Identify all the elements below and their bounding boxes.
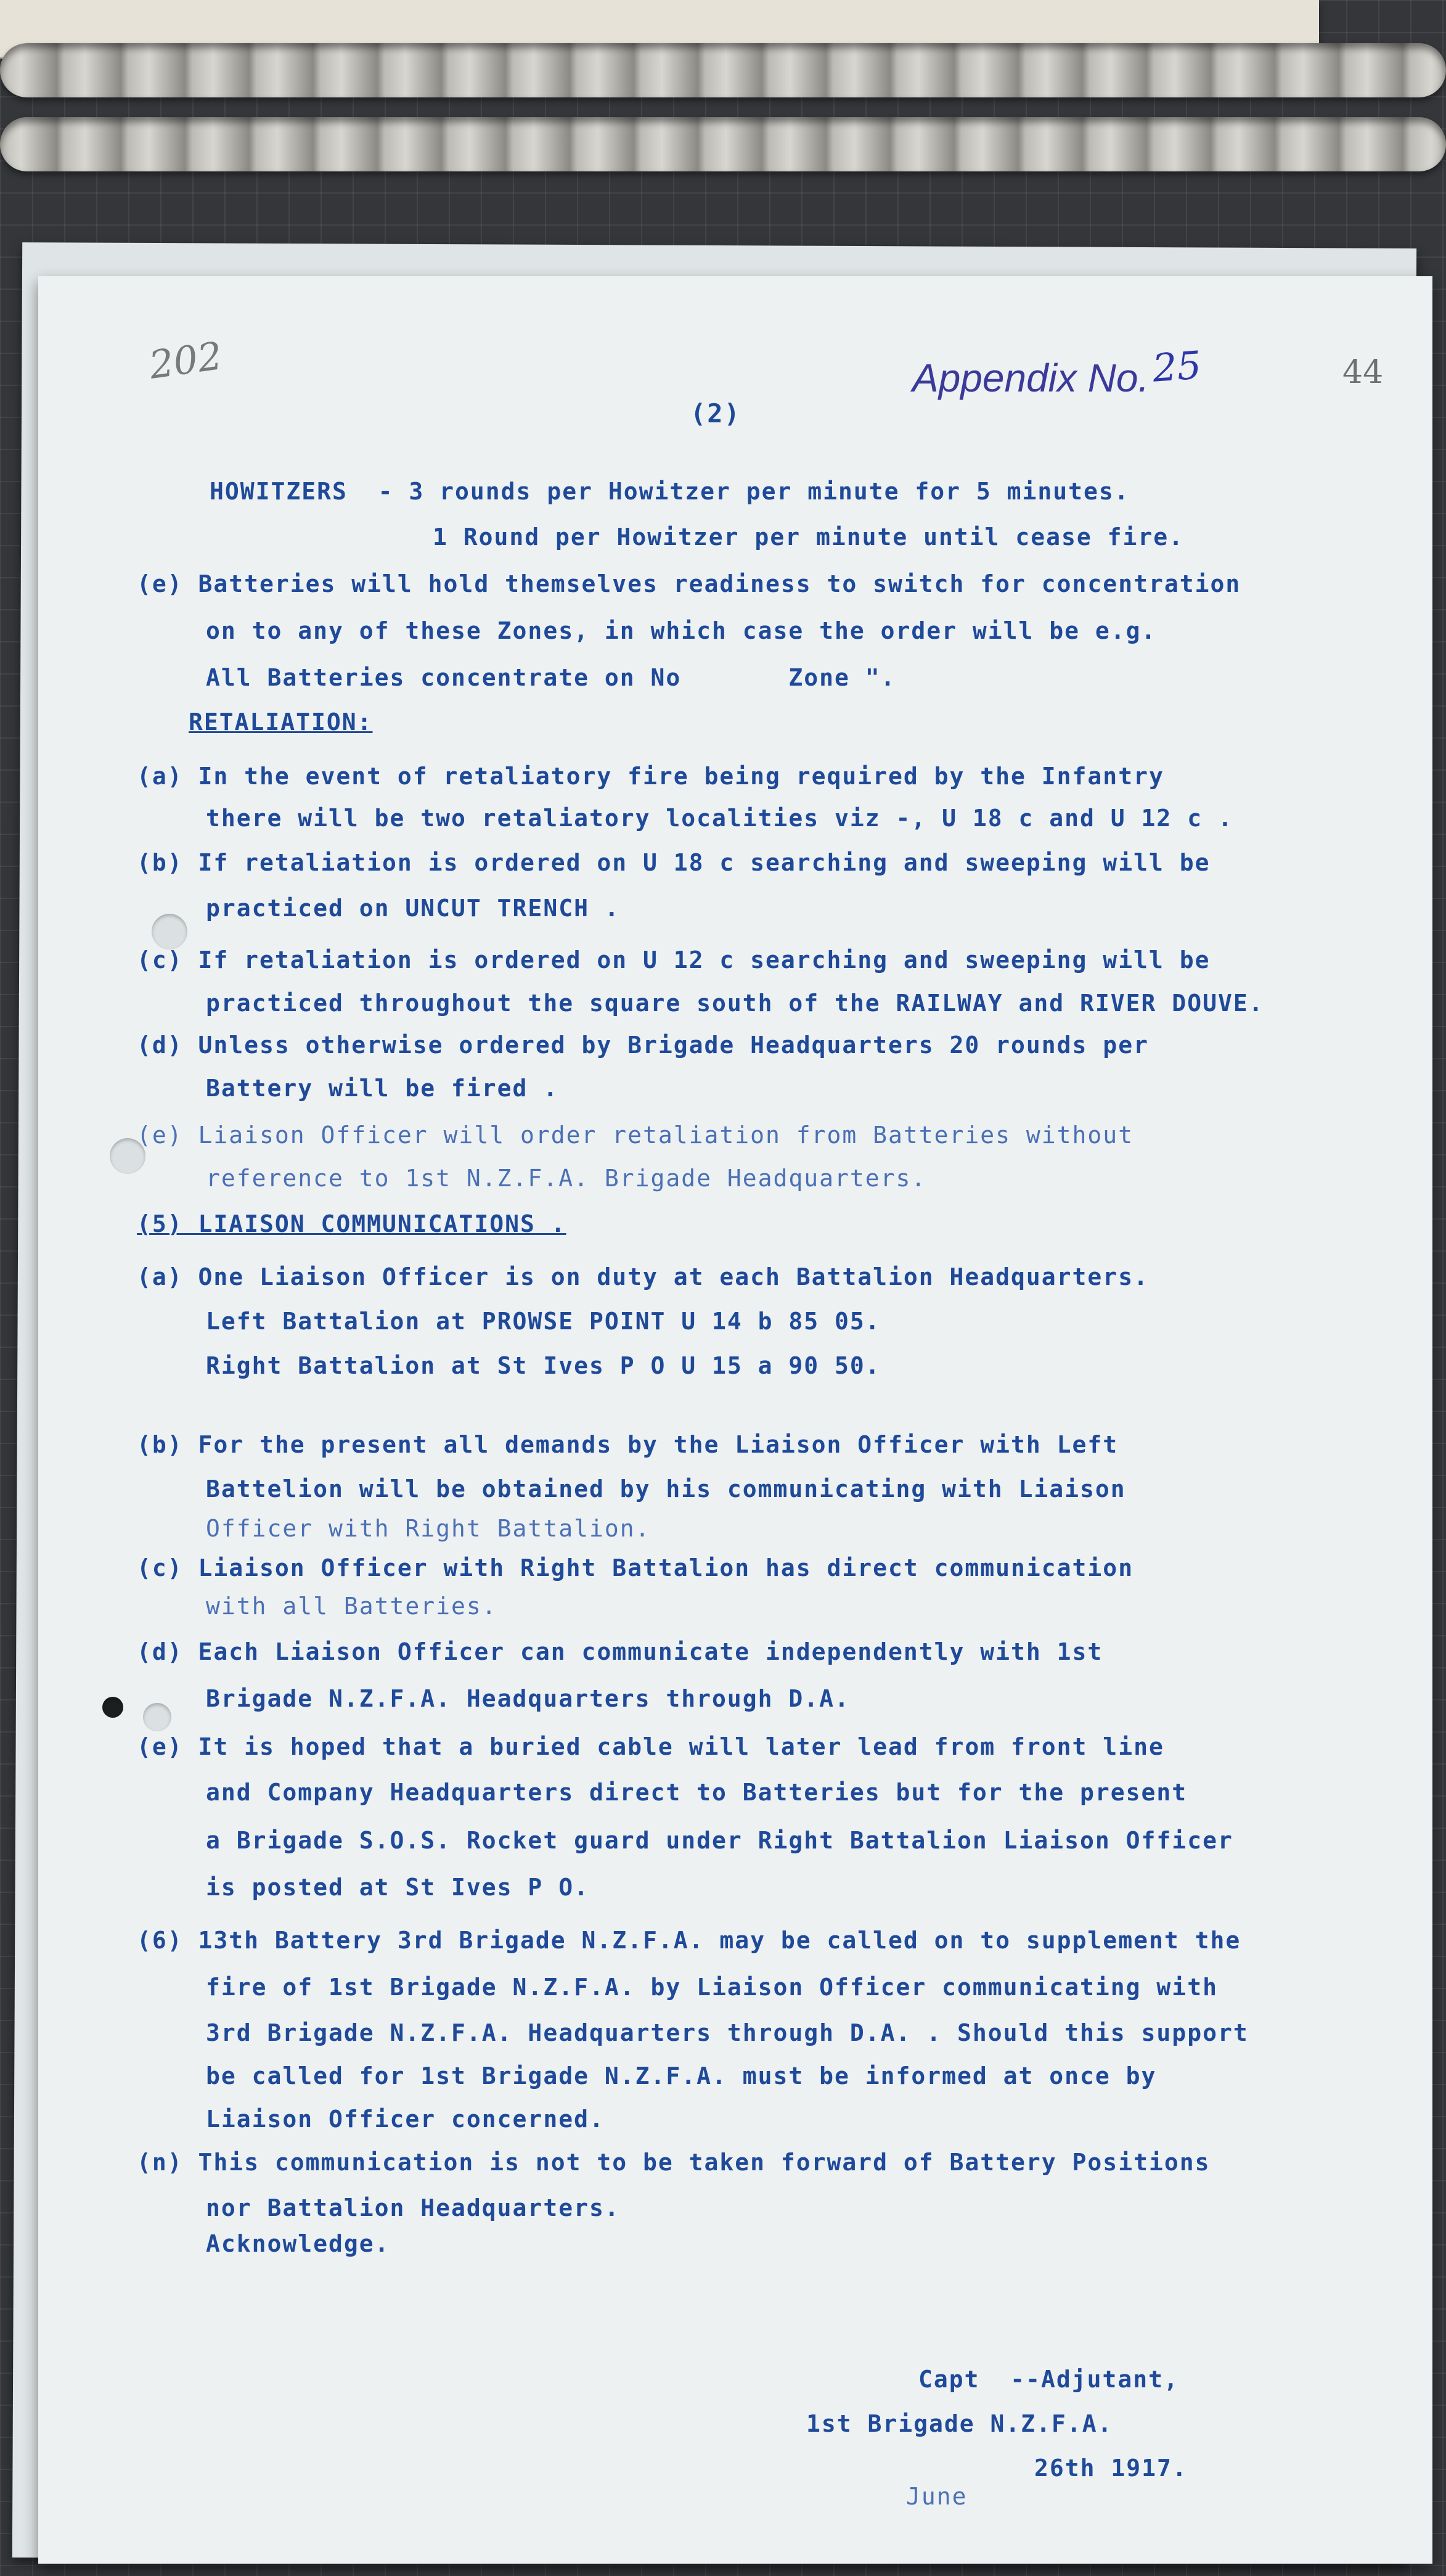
text-line: 3rd Brigade N.Z.F.A. Headquarters through D.A. . Should this support bbox=[206, 2019, 1249, 2046]
punch-hole bbox=[102, 1697, 123, 1718]
text-line: Officer with Right Battalion. bbox=[206, 1515, 651, 1542]
page-number-pencil: 44 bbox=[1342, 354, 1384, 391]
text-line: Left Battalion at PROWSE POINT U 14 b 85 05. bbox=[206, 1308, 881, 1335]
text-line: and Company Headquarters direct to Batteries but for the present bbox=[206, 1779, 1188, 1806]
text-line: Brigade N.Z.F.A. Headquarters through D.A. bbox=[206, 1685, 850, 1712]
text-line: (d) Unless otherwise ordered by Brigade Headquarters 20 rounds per bbox=[137, 1032, 1149, 1059]
text-line: with all Batteries. bbox=[206, 1593, 497, 1620]
text-line: fire of 1st Brigade N.Z.F.A. by Liaison Officer communicating with bbox=[206, 1974, 1218, 2001]
text-line: on to any of these Zones, in which case the order will be e.g. bbox=[206, 617, 1157, 644]
text-line: Battelion will be obtained by his communicating with Liaison bbox=[206, 1475, 1126, 1503]
appendix-number: 25 bbox=[1151, 342, 1203, 391]
text-line: a Brigade S.O.S. Rocket guard under Right Battalion Liaison Officer bbox=[206, 1827, 1233, 1854]
page-indicator: (2) bbox=[690, 398, 741, 429]
text-line: 1 Round per Howitzer per minute until cease fire. bbox=[433, 523, 1185, 551]
text-line: practiced throughout the square south of the RAILWAY and RIVER DOUVE. bbox=[206, 990, 1264, 1017]
text-line: be called for 1st Brigade N.Z.F.A. must be informed at once by bbox=[206, 2062, 1157, 2090]
text-line: reference to 1st N.Z.F.A. Brigade Headquarters. bbox=[206, 1165, 927, 1192]
text-line: (b) For the present all demands by the Liaison Officer with Left bbox=[137, 1431, 1119, 1458]
text-line: (a) One Liaison Officer is on duty at each Battalion Headquarters. bbox=[137, 1263, 1149, 1290]
text-line: nor Battalion Headquarters. bbox=[206, 2194, 620, 2221]
signature-date-month: June bbox=[906, 2483, 968, 2510]
section-heading: (5) LIAISON COMMUNICATIONS . bbox=[137, 1210, 566, 1237]
appendix-label: Appendix No. bbox=[912, 356, 1150, 400]
text-line: (c) If retaliation is ordered on U 12 c searching and sweeping will be bbox=[137, 946, 1211, 974]
document-page bbox=[38, 276, 1432, 2564]
text-line: (e) Batteries will hold themselves readiness to switch for concentration bbox=[137, 570, 1241, 597]
text-line: All Batteries concentrate on No Zone ". bbox=[206, 664, 896, 691]
punch-hole bbox=[152, 914, 187, 950]
section-heading: RETALIATION: bbox=[189, 708, 373, 736]
braided-cord bbox=[0, 117, 1446, 171]
signature-rank: Capt --Adjutant, bbox=[918, 2366, 1179, 2393]
text-line: (d) Each Liaison Officer can communicate independently with 1st bbox=[137, 1638, 1103, 1665]
text-line: (e) It is hoped that a buried cable will later lead from front line bbox=[137, 1733, 1164, 1760]
text-line: Liaison Officer concerned. bbox=[206, 2106, 605, 2133]
text-line: Right Battalion at St Ives P O U 15 a 90 50. bbox=[206, 1352, 881, 1379]
text-line: is posted at St Ives P O. bbox=[206, 1874, 589, 1901]
text-line: Battery will be fired . bbox=[206, 1075, 559, 1102]
text-line: HOWITZERS - 3 rounds per Howitzer per minute for 5 minutes. bbox=[210, 478, 1130, 505]
punch-hole bbox=[143, 1703, 171, 1731]
text-line: (e) Liaison Officer will order retaliation from Batteries without bbox=[137, 1122, 1134, 1149]
text-line: (6) 13th Battery 3rd Brigade N.Z.F.A. may be called on to supplement the bbox=[137, 1927, 1241, 1954]
signature-unit: 1st Brigade N.Z.F.A. bbox=[806, 2410, 1113, 2437]
text-line: there will be two retaliatory localities viz -, U 18 c and U 12 c . bbox=[206, 805, 1233, 832]
folio-pencil-mark: 202 bbox=[146, 333, 225, 388]
text-line: (c) Liaison Officer with Right Battalion has direct communication bbox=[137, 1554, 1134, 1581]
braided-cord bbox=[0, 43, 1446, 97]
text-line: (a) In the event of retaliatory fire being required by the Infantry bbox=[137, 763, 1164, 790]
text-line: (n) This communication is not to be taken forward of Battery Positions bbox=[137, 2149, 1211, 2176]
signature-date-day: 26th 1917. bbox=[1034, 2455, 1188, 2482]
text-line: practiced on UNCUT TRENCH . bbox=[206, 895, 620, 922]
text-line: (b) If retaliation is ordered on U 18 c searching and sweeping will be bbox=[137, 849, 1211, 876]
text-line: Acknowledge. bbox=[206, 2230, 390, 2257]
